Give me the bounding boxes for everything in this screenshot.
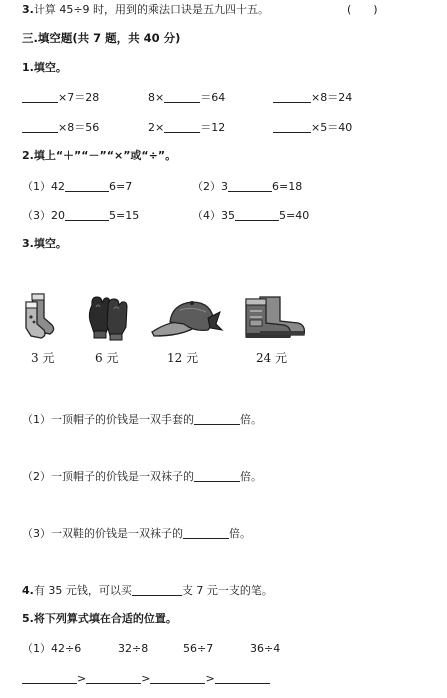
p4-text: 有 35 元钱，可以买 — [33, 584, 132, 597]
socks-icon — [22, 292, 60, 340]
q3-top-number: 3. — [22, 3, 34, 16]
p2-item-tail: 5=40 — [279, 209, 310, 222]
p2-item-1 — [22, 180, 132, 192]
p1-r1-c — [273, 91, 352, 103]
answer-blank[interactable] — [150, 672, 205, 684]
p2-item-3 — [22, 209, 139, 221]
answer-blank[interactable] — [65, 180, 109, 192]
answer-blank[interactable] — [273, 91, 311, 103]
p1-r2-b — [148, 121, 225, 133]
p1-r2-a — [22, 121, 99, 133]
p5-expr-2: 56÷7 — [183, 642, 214, 655]
answer-blank[interactable] — [22, 91, 58, 103]
p3-question-suffix: 倍。 — [240, 470, 262, 483]
p5-title: 5.将下列算式填在合适的位置。 — [22, 612, 177, 625]
answer-blank[interactable] — [65, 209, 109, 221]
answer-blank[interactable] — [164, 121, 200, 133]
answer-blank[interactable] — [215, 672, 270, 684]
p5-order-line — [22, 672, 270, 684]
p2-item-label: （3）20 — [22, 209, 65, 222]
p1-r2-c — [273, 121, 352, 133]
p1-r1-a — [22, 91, 99, 103]
answer-blank[interactable] — [194, 413, 240, 425]
p1-r2-a-text: ×8＝56 — [58, 121, 100, 134]
gloves-price: 6 元 — [95, 351, 119, 365]
boots-price: 24 元 — [256, 351, 288, 365]
p2-item-label: （4）35 — [192, 209, 235, 222]
q3-top-text: 计算 45÷9 时，用到的乘法口诀是五九四十五。 — [33, 3, 270, 16]
socks-price: 3 元 — [31, 351, 55, 365]
greater-than-sign: > — [141, 672, 151, 685]
p3-title: 3.填空。 — [22, 237, 67, 250]
p3-question-2 — [22, 470, 262, 482]
p1-title: 1.填空。 — [22, 61, 67, 74]
p1-r1-b — [148, 91, 225, 103]
answer-blank[interactable] — [164, 91, 200, 103]
p1-r1-b-post: ＝64 — [200, 91, 226, 104]
p2-item-4 — [192, 209, 309, 221]
p1-r2-c-text: ×5＝40 — [311, 121, 353, 134]
p2-item-tail: 6=7 — [109, 180, 133, 193]
answer-blank[interactable] — [235, 209, 279, 221]
p4-number: 4. — [22, 584, 34, 597]
p2-item-tail: 6=18 — [272, 180, 303, 193]
p1-r1-a-text: ×7＝28 — [58, 91, 100, 104]
answer-blank[interactable] — [273, 121, 311, 133]
answer-blank[interactable] — [22, 121, 58, 133]
q3-top-line — [22, 4, 269, 15]
p4-suffix: 支 7 元一支的笔。 — [181, 584, 273, 597]
p3-question-text: （2）一顶帽子的价钱是一双袜子的 — [22, 470, 194, 483]
answer-blank[interactable] — [183, 527, 229, 539]
p3-question-suffix: 倍。 — [229, 527, 251, 540]
answer-blank[interactable] — [86, 672, 141, 684]
p1-r2-b-pre: 2× — [148, 121, 165, 134]
p5-expr-3: 36÷4 — [250, 642, 281, 655]
p3-question-1 — [22, 413, 262, 425]
q3-top-paren: ( ) — [347, 3, 378, 16]
answer-blank[interactable] — [132, 584, 182, 596]
p5-label: （1）42÷6 — [22, 642, 82, 655]
boots-icon — [240, 293, 308, 341]
p1-r1-c-text: ×8＝24 — [311, 91, 353, 104]
p2-item-tail: 5=15 — [109, 209, 140, 222]
p1-r2-b-post: ＝12 — [200, 121, 226, 134]
p2-title: 2.填上“＋”“－”“×”或“÷”。 — [22, 149, 177, 162]
section-title: 三.填空题(共 7 题，共 40 分) — [22, 31, 181, 45]
p3-question-text: （1）一顶帽子的价钱是一双手套的 — [22, 413, 194, 426]
p2-item-2 — [192, 180, 302, 192]
p3-question-suffix: 倍。 — [240, 413, 262, 426]
greater-than-sign: > — [205, 672, 215, 685]
p2-item-label: （1）42 — [22, 180, 65, 193]
cap-price: 12 元 — [167, 351, 199, 365]
answer-blank[interactable] — [22, 672, 77, 684]
p2-item-label: （2）3 — [192, 180, 228, 193]
p3-question-3 — [22, 527, 251, 539]
greater-than-sign: > — [77, 672, 87, 685]
cap-icon — [150, 298, 224, 340]
gloves-icon — [86, 293, 132, 341]
p1-r1-b-pre: 8× — [148, 91, 165, 104]
answer-blank[interactable] — [194, 470, 240, 482]
answer-blank[interactable] — [228, 180, 272, 192]
p3-question-text: （3）一双鞋的价钱是一双袜子的 — [22, 527, 183, 540]
p5-expr-1: 32÷8 — [118, 642, 149, 655]
p4-line — [22, 584, 273, 596]
